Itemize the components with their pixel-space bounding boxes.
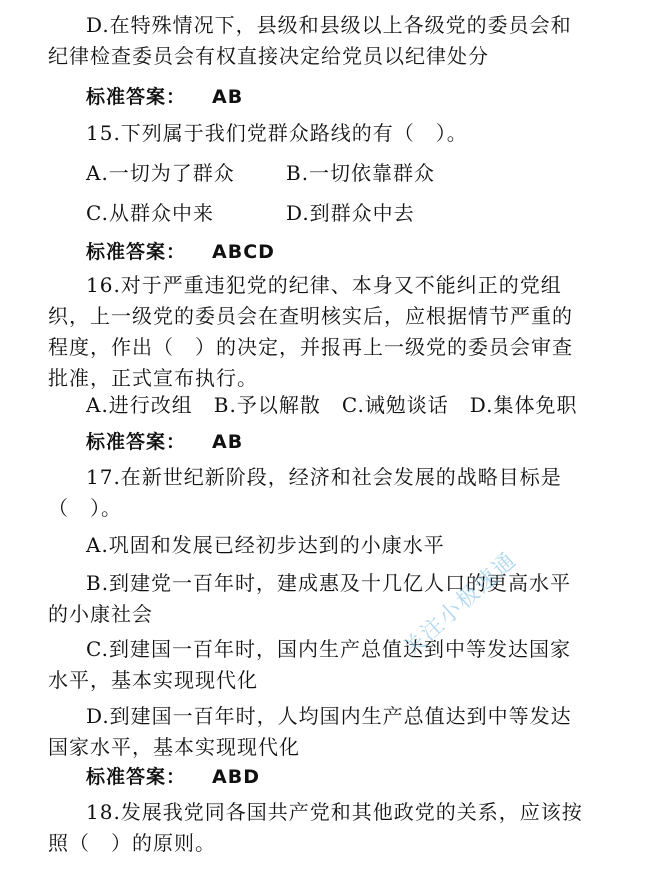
answer-value: ABCD [212,241,275,263]
q15-option-c: C.从群众中来 [86,201,214,225]
q17-option-a: A.巩固和发展已经初步达到的小康水平 [86,533,445,557]
q16-answer [86,427,243,454]
q15-answer [86,237,275,264]
q14-option-d-line2: 纪律检查委员会有权直接决定给党员以纪律处分 [48,44,489,68]
q17-option-c-line1: C.到建国一百年时，国内生产总值达到中等发达国家 [86,637,571,661]
q17-answer [86,762,260,789]
answer-label: 标准答案： [86,766,187,788]
q17-option-b-line2: 的小康社会 [48,602,153,626]
q16-question-line3: 程度，作出（ ）的决定，并报再上一级党的委员会审查 [48,335,573,359]
q15-option-d: D.到群众中去 [286,201,415,225]
q15-question: 15.下列属于我们党群众路线的有（ ）。 [86,121,468,145]
answer-label: 标准答案： [86,86,187,108]
q17-option-b-line1: B.到建党一百年时，建成惠及十几亿人口的更高水平 [86,571,572,595]
q15-option-a: A.一切为了群众 [86,161,235,185]
q18-question-line1: 18.发展我党同各国共产党和其他政党的关系，应该按 [86,800,583,824]
q17-option-d-line1: D.到建国一百年时，人均国内生产总值达到中等发达 [86,704,572,728]
answer-value: ABD [212,766,260,788]
q18-question-line2: 照（ ）的原则。 [48,831,216,855]
q17-option-d-line2: 国家水平，基本实现现代化 [48,735,300,759]
watermark-text: 关注小极速通 [398,547,523,663]
q14-answer [86,82,243,109]
q16-question-line1: 16.对于严重违犯党的纪律、本身又不能纠正的党组 [86,273,562,297]
q17-option-c-line2: 水平，基本实现现代化 [48,668,258,692]
q17-question-line2: （ ）。 [48,496,122,520]
q17-question-line1: 17.在新世纪新阶段，经济和社会发展的战略目标是 [86,465,562,489]
q16-question-line4: 批准，正式宣布执行。 [48,366,258,390]
q16-question-line2: 织，上一级党的委员会在查明核实后，应根据情节严重的 [48,304,573,328]
answer-label: 标准答案： [86,431,187,453]
answer-label: 标准答案： [86,241,187,263]
q16-options: A.进行改组 B.予以解散 C.诫勉谈话 D.集体免职 [86,393,578,417]
q15-option-b: B.一切依靠群众 [286,161,436,185]
answer-value: AB [212,86,244,108]
q14-option-d-line1: D.在特殊情况下，县级和县级以上各级党的委员会和 [86,13,572,37]
answer-value: AB [212,431,244,453]
